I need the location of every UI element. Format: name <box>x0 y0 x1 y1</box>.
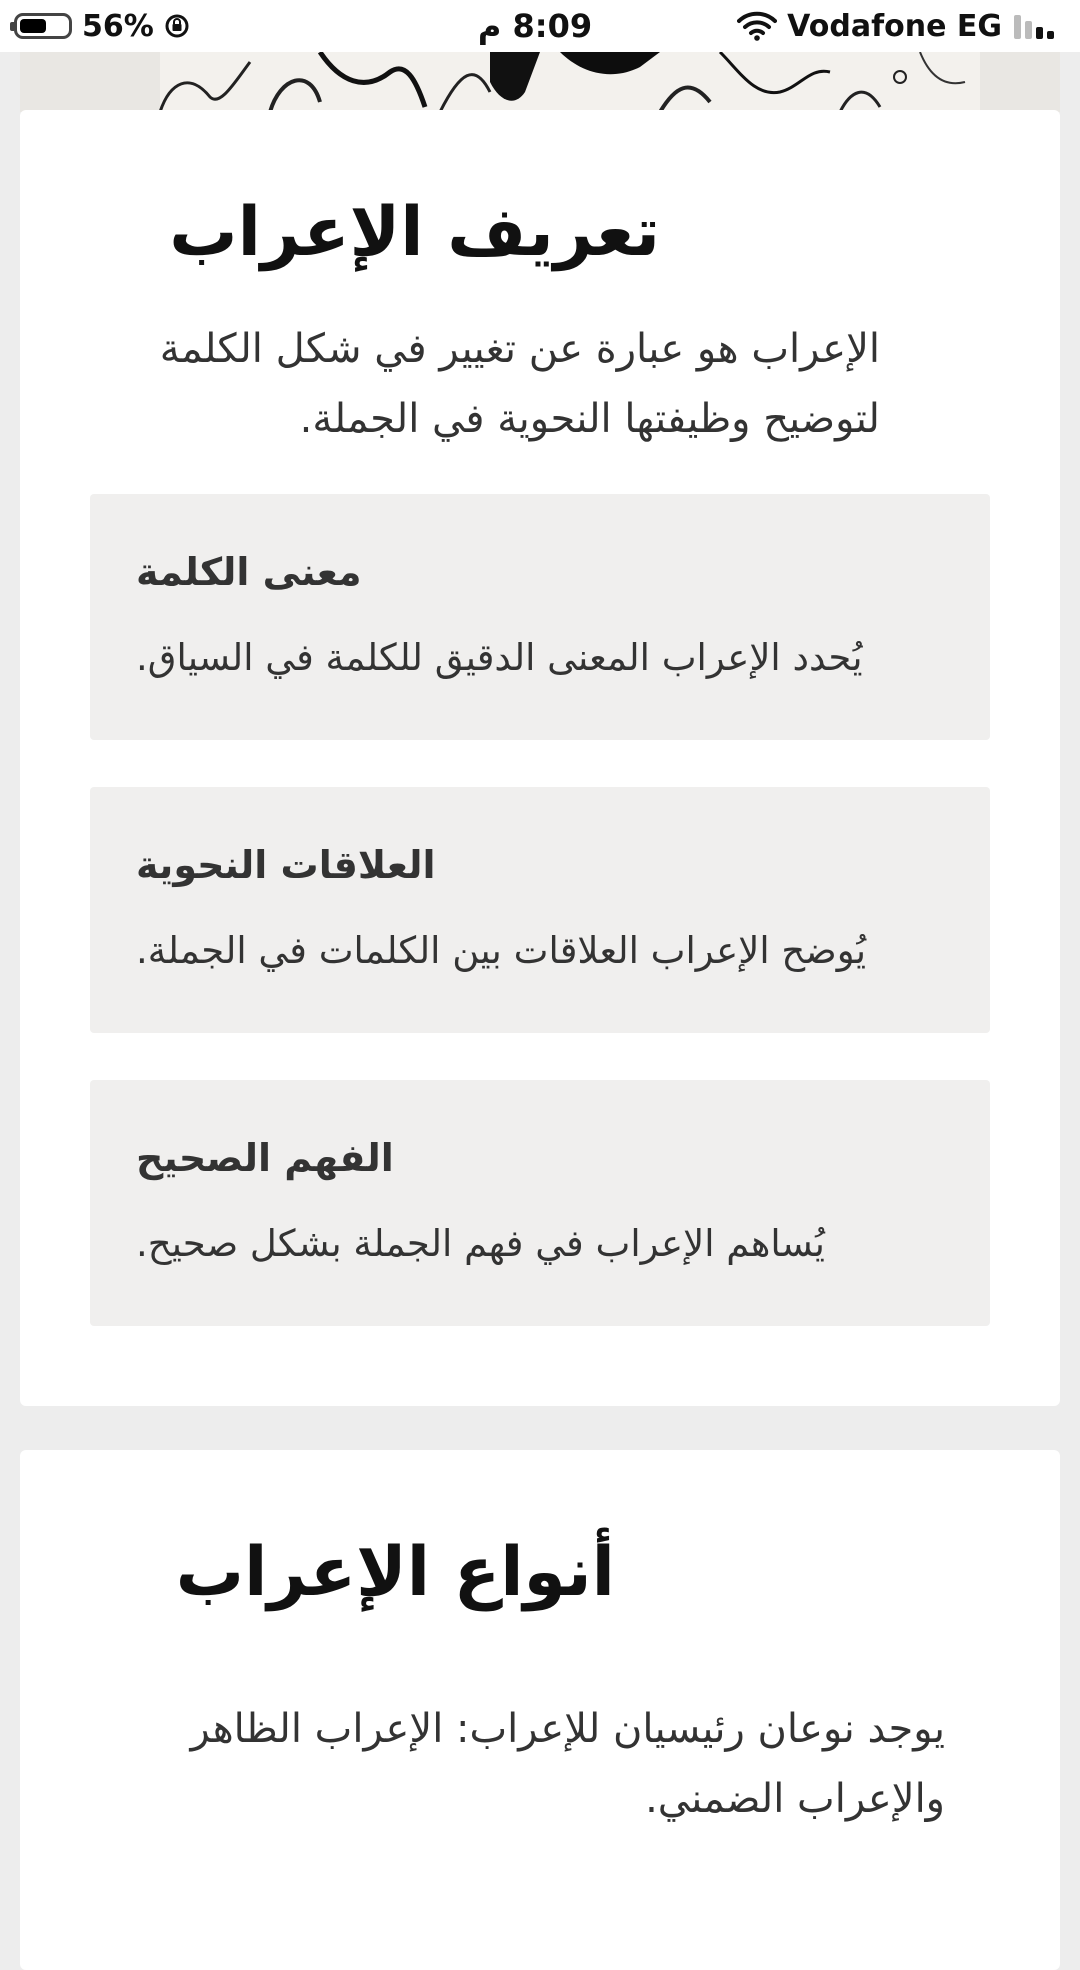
battery-percent: 56% <box>82 8 154 44</box>
feature-description: يُساهم الإعراب في فهم الجملة بشكل صحيح. <box>136 1221 825 1265</box>
definition-feature-list <box>90 494 990 1326</box>
types-content <box>90 1450 990 1834</box>
rotation-lock-icon <box>164 13 190 39</box>
status-bar <box>0 0 1080 52</box>
feature-title: الفهم الصحيح <box>136 1135 394 1180</box>
hero-image <box>20 52 1060 112</box>
status-bar-right <box>736 9 1056 44</box>
battery-icon <box>14 13 72 39</box>
wifi-icon <box>737 11 777 41</box>
feature-box-grammatical-relations <box>90 787 990 1033</box>
status-time: 8:09 م <box>477 7 593 45</box>
definition-card <box>20 110 1060 1406</box>
status-bar-left <box>14 9 334 44</box>
definition-title: تعريف الإعراب <box>169 193 660 272</box>
types-intro: يوجد نوعان رئيسيان للإعراب: الإعراب الظاهر والإعراب الضمني. <box>190 1705 945 1822</box>
types-title: أنواع الإعراب <box>175 1533 615 1612</box>
feature-box-correct-understanding <box>90 1080 990 1326</box>
definition-content <box>90 110 990 1326</box>
feature-description: يُحدد الإعراب المعنى الدقيق للكلمة في السياق. <box>136 635 863 679</box>
feature-title: العلاقات النحوية <box>136 842 436 887</box>
types-card <box>20 1450 1060 1970</box>
definition-intro: الإعراب هو عبارة عن تغيير في شكل الكلمة لتوضيح وظيفتها النحوية في الجملة. <box>159 325 880 442</box>
signal-icon <box>1012 11 1056 41</box>
feature-box-word-meaning <box>90 494 990 740</box>
feature-description: يُوضح الإعراب العلاقات بين الكلمات في الجملة. <box>136 928 867 972</box>
carrier-name: Vodafone EG <box>787 8 1002 44</box>
feature-title: معنى الكلمة <box>136 549 362 594</box>
